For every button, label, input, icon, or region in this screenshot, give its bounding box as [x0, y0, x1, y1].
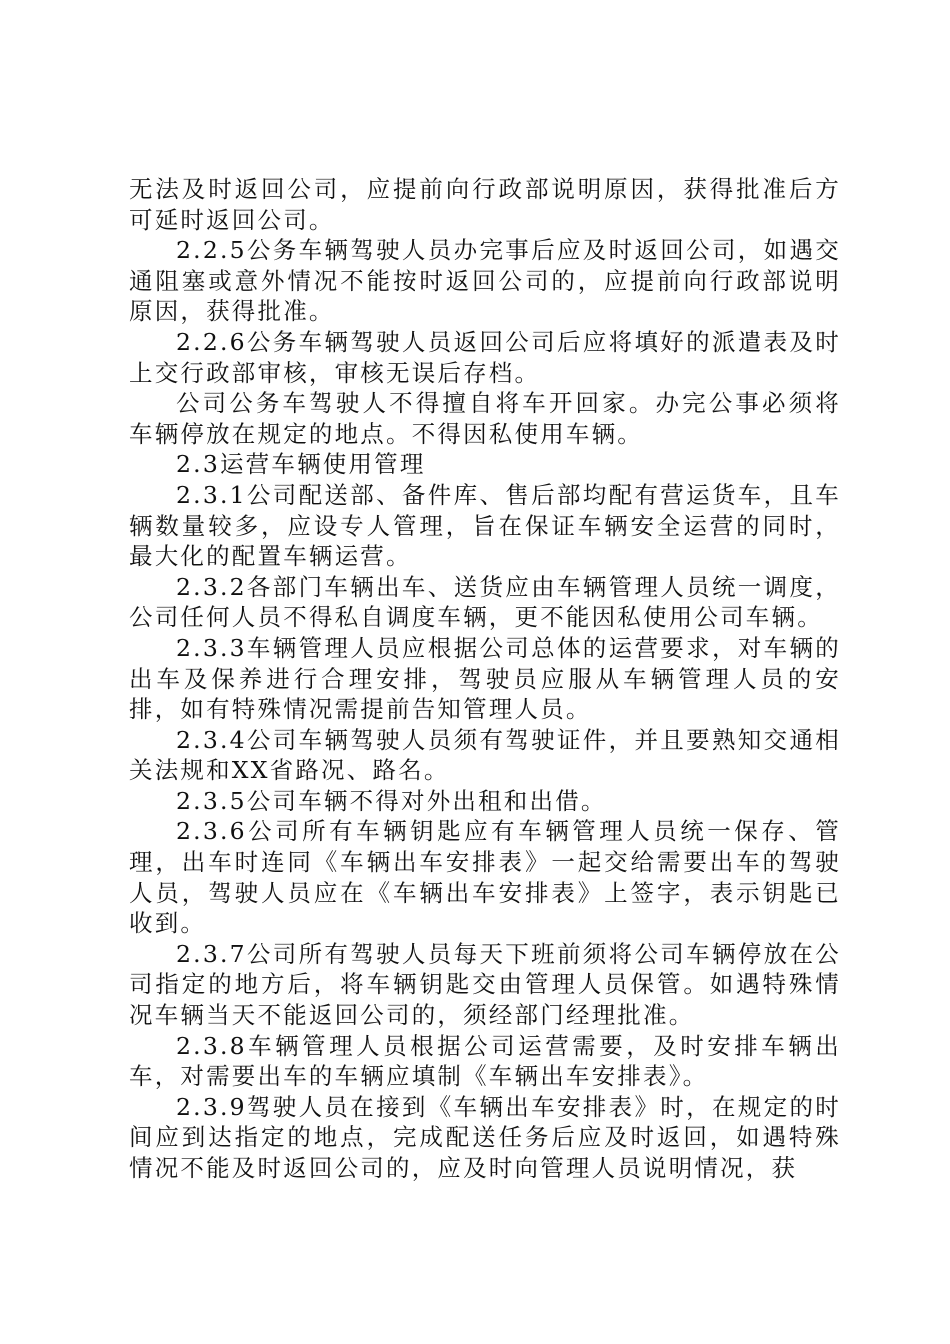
paragraph-2-3-4: 2.3.4公司车辆驾驶人员须有驾驶证件，并且要熟知交通相关法规和XX省路况、路名。 [129, 725, 841, 785]
paragraph-2-3-7: 2.3.7公司所有驾驶人员每天下班前须将公司车辆停放在公司指定的地方后，将车辆钥匙交由管理人员保管。如遇特殊情况车辆当天不能返回公司的，须经部门经理批准。 [129, 939, 841, 1030]
document-page [129, 174, 841, 1184]
paragraph-2-3-2: 2.3.2各部门车辆出车、送货应由车辆管理人员统一调度，公司任何人员不得私自调度车辆，更不能因私使用公司车辆。 [129, 572, 841, 632]
paragraph-2-3-1: 2.3.1公司配送部、备件库、售后部均配有营运货车，且车辆数量较多，应设专人管理，旨在保证车辆安全运营的同时，最大化的配置车辆运营。 [129, 480, 841, 571]
paragraph-2-3-8: 2.3.8车辆管理人员根据公司运营需要，及时安排车辆出车，对需要出车的车辆应填制《车辆出车安排表》。 [129, 1031, 841, 1091]
paragraph-2-2-6: 2.2.6公务车辆驾驶人员返回公司后应将填好的派遣表及时上交行政部审核，审核无误后存档。 [129, 327, 841, 387]
paragraph-1: 无法及时返回公司，应提前向行政部说明原因，获得批准后方可延时返回公司。 [129, 175, 841, 234]
paragraph-2-3-9: 2.3.9驾驶人员在接到《车辆出车安排表》时，在规定的时间应到达指定的地点，完成配送任务后应及时返回，如遇特殊情况不能及时返回公司的，应及时向管理人员说明情况，获 [129, 1092, 841, 1182]
paragraph-no-private-use: 公司公务车驾驶人不得擅自将车开回家。办完公事必须将车辆停放在规定的地点。不得因私使用车辆。 [129, 389, 841, 448]
paragraph-2-3-6: 2.3.6公司所有车辆钥匙应有车辆管理人员统一保存、管理，出车时连同《车辆出车安排表》一起交给需要出车的驾驶人员，驾驶人员应在《车辆出车安排表》上签字，表示钥匙已收到。 [129, 817, 841, 938]
paragraph-2-3-5: 2.3.5公司车辆不得对外出租和出借。 [176, 786, 607, 815]
paragraph-2-2-5: 2.2.5公务车辆驾驶人员办完事后应及时返回公司，如遇交通阻塞或意外情况不能按时返回公司的，应提前向行政部说明原因，获得批准。 [129, 236, 841, 326]
section-heading-2-3: 2.3运营车辆使用管理 [176, 450, 426, 479]
paragraph-2-3-3: 2.3.3车辆管理人员应根据公司总体的运营要求，对车辆的出车及保养进行合理安排，驾驶员应服从车辆管理人员的安排，如有特殊情况需提前告知管理人员。 [129, 633, 841, 724]
